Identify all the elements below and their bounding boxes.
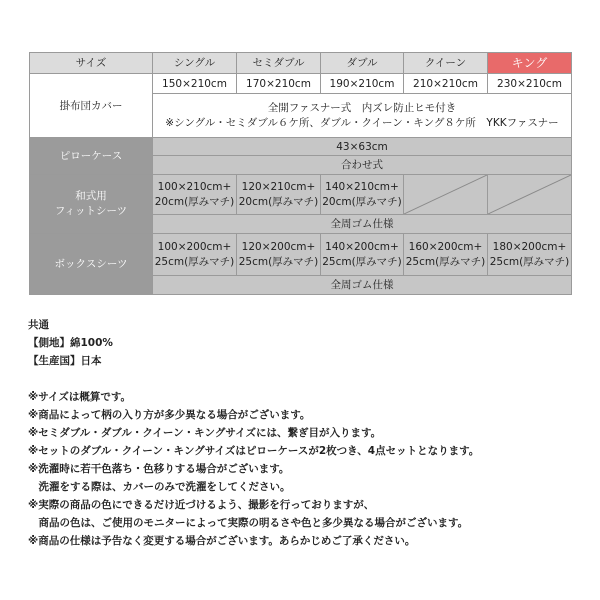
duvet-note-line2: ※シングル・セミダブル６ケ所、ダブル・クイーン・キング８ケ所 YKKファスナー (165, 116, 559, 129)
fitted-size-single (153, 175, 237, 215)
tab-semidouble[interactable]: セミダブル (237, 53, 321, 74)
box-size-double-depth: 25cm(厚みマチ) (322, 255, 402, 268)
box-size-single-dim: 100×200cm+ (157, 240, 232, 253)
duvet-size-king: 230×210cm (488, 74, 572, 94)
box-size-double (321, 234, 404, 276)
header-size: サイズ (30, 53, 153, 74)
duvet-size-semidouble: 170×210cm (237, 74, 321, 94)
notes-section (28, 316, 588, 550)
note-item: ※実際の商品の色にできるだけ近づけるよう、撮影を行っておりますが、 (28, 499, 375, 511)
duvet-size-row (30, 74, 572, 94)
tab-king[interactable]: キング (488, 53, 572, 74)
pillow-size: 43×63cm (153, 138, 572, 156)
box-size-row (30, 234, 572, 276)
pillow-size-row (30, 138, 572, 156)
fitted-label-line1: 和式用 (75, 190, 107, 202)
tab-double[interactable]: ダブル (321, 53, 404, 74)
fitted-size-semidouble-depth: 20cm(厚みマチ) (238, 195, 319, 208)
duvet-note (153, 94, 572, 138)
note-item: 洗濯をする際は、カバーのみで洗濯をしてください。 (28, 481, 291, 493)
box-size-king-depth: 25cm(厚みマチ) (489, 255, 570, 268)
tab-single[interactable]: シングル (153, 53, 237, 74)
box-size-king-dim: 180×200cm+ (492, 240, 567, 253)
diagonal-slash (488, 175, 571, 214)
duvet-label: 掛布団カバー (30, 74, 153, 138)
header-row (30, 53, 572, 74)
fitted-size-semidouble-dim: 120×210cm+ (241, 180, 316, 193)
box-size-double-dim: 140×200cm+ (325, 240, 399, 253)
box-size-queen-depth: 25cm(厚みマチ) (405, 255, 486, 268)
box-size-single-depth: 25cm(厚みマチ) (154, 255, 235, 268)
note-item: ※セミダブル・ダブル・クイーン・キングサイズには、繋ぎ目が入ります。 (28, 427, 382, 439)
fitted-size-queen-unavailable (404, 175, 488, 215)
duvet-size-queen: 210×210cm (404, 74, 488, 94)
common-title: 共通 (28, 319, 49, 331)
fitted-size-double-dim: 140×210cm+ (325, 180, 399, 193)
common-origin: 【生産国】日本 (28, 355, 102, 367)
fitted-size-double-depth: 20cm(厚みマチ) (322, 195, 402, 208)
common-fabric: 【側地】綿100% (28, 337, 113, 349)
box-size-queen-dim: 160×200cm+ (408, 240, 483, 253)
spacer (28, 370, 588, 388)
box-note: 全周ゴム仕様 (153, 276, 572, 295)
box-label: ボックスシーツ (30, 234, 153, 295)
fitted-label-line2: フィットシーツ (54, 205, 128, 217)
box-size-semidouble-depth: 25cm(厚みマチ) (238, 255, 319, 268)
note-item: ※商品によって柄の入り方が多少異なる場合がございます。 (28, 409, 311, 421)
fitted-size-semidouble (237, 175, 321, 215)
note-item: ※サイズは概算です。 (28, 391, 132, 403)
note-item: ※セットのダブル・クイーン・キングサイズはピローケースが2枚つき、4点セットとなります。 (28, 445, 480, 457)
box-size-king (488, 234, 572, 276)
pillow-note: 合わせ式 (153, 156, 572, 175)
note-item: ※洗濯時に若干色落ち・色移りする場合がございます。 (28, 463, 290, 475)
fitted-size-single-dim: 100×210cm+ (157, 180, 232, 193)
fitted-size-single-depth: 20cm(厚みマチ) (154, 195, 235, 208)
duvet-note-line1: 全開ファスナー式 内ズレ防止ヒモ付き (267, 101, 457, 114)
spec-table (29, 52, 572, 295)
fitted-note: 全周ゴム仕様 (153, 215, 572, 234)
box-size-single (153, 234, 237, 276)
diagonal-slash (404, 175, 487, 214)
duvet-size-single: 150×210cm (153, 74, 237, 94)
pillow-label: ピローケース (30, 138, 153, 175)
box-size-queen (404, 234, 488, 276)
fitted-size-king-unavailable (488, 175, 572, 215)
fitted-size-row (30, 175, 572, 215)
tab-queen[interactable]: クイーン (404, 53, 488, 74)
note-item: 商品の色は、ご使用のモニターによって実際の明るさや色と多少異なる場合がございます。 (28, 517, 469, 529)
fitted-label (30, 175, 153, 234)
box-size-semidouble (237, 234, 321, 276)
fitted-size-double (321, 175, 404, 215)
duvet-size-double: 190×210cm (321, 74, 404, 94)
note-item: ※商品の仕様は予告なく変更する場合がございます。あらかじめご了承ください。 (28, 535, 416, 547)
box-size-semidouble-dim: 120×200cm+ (241, 240, 316, 253)
